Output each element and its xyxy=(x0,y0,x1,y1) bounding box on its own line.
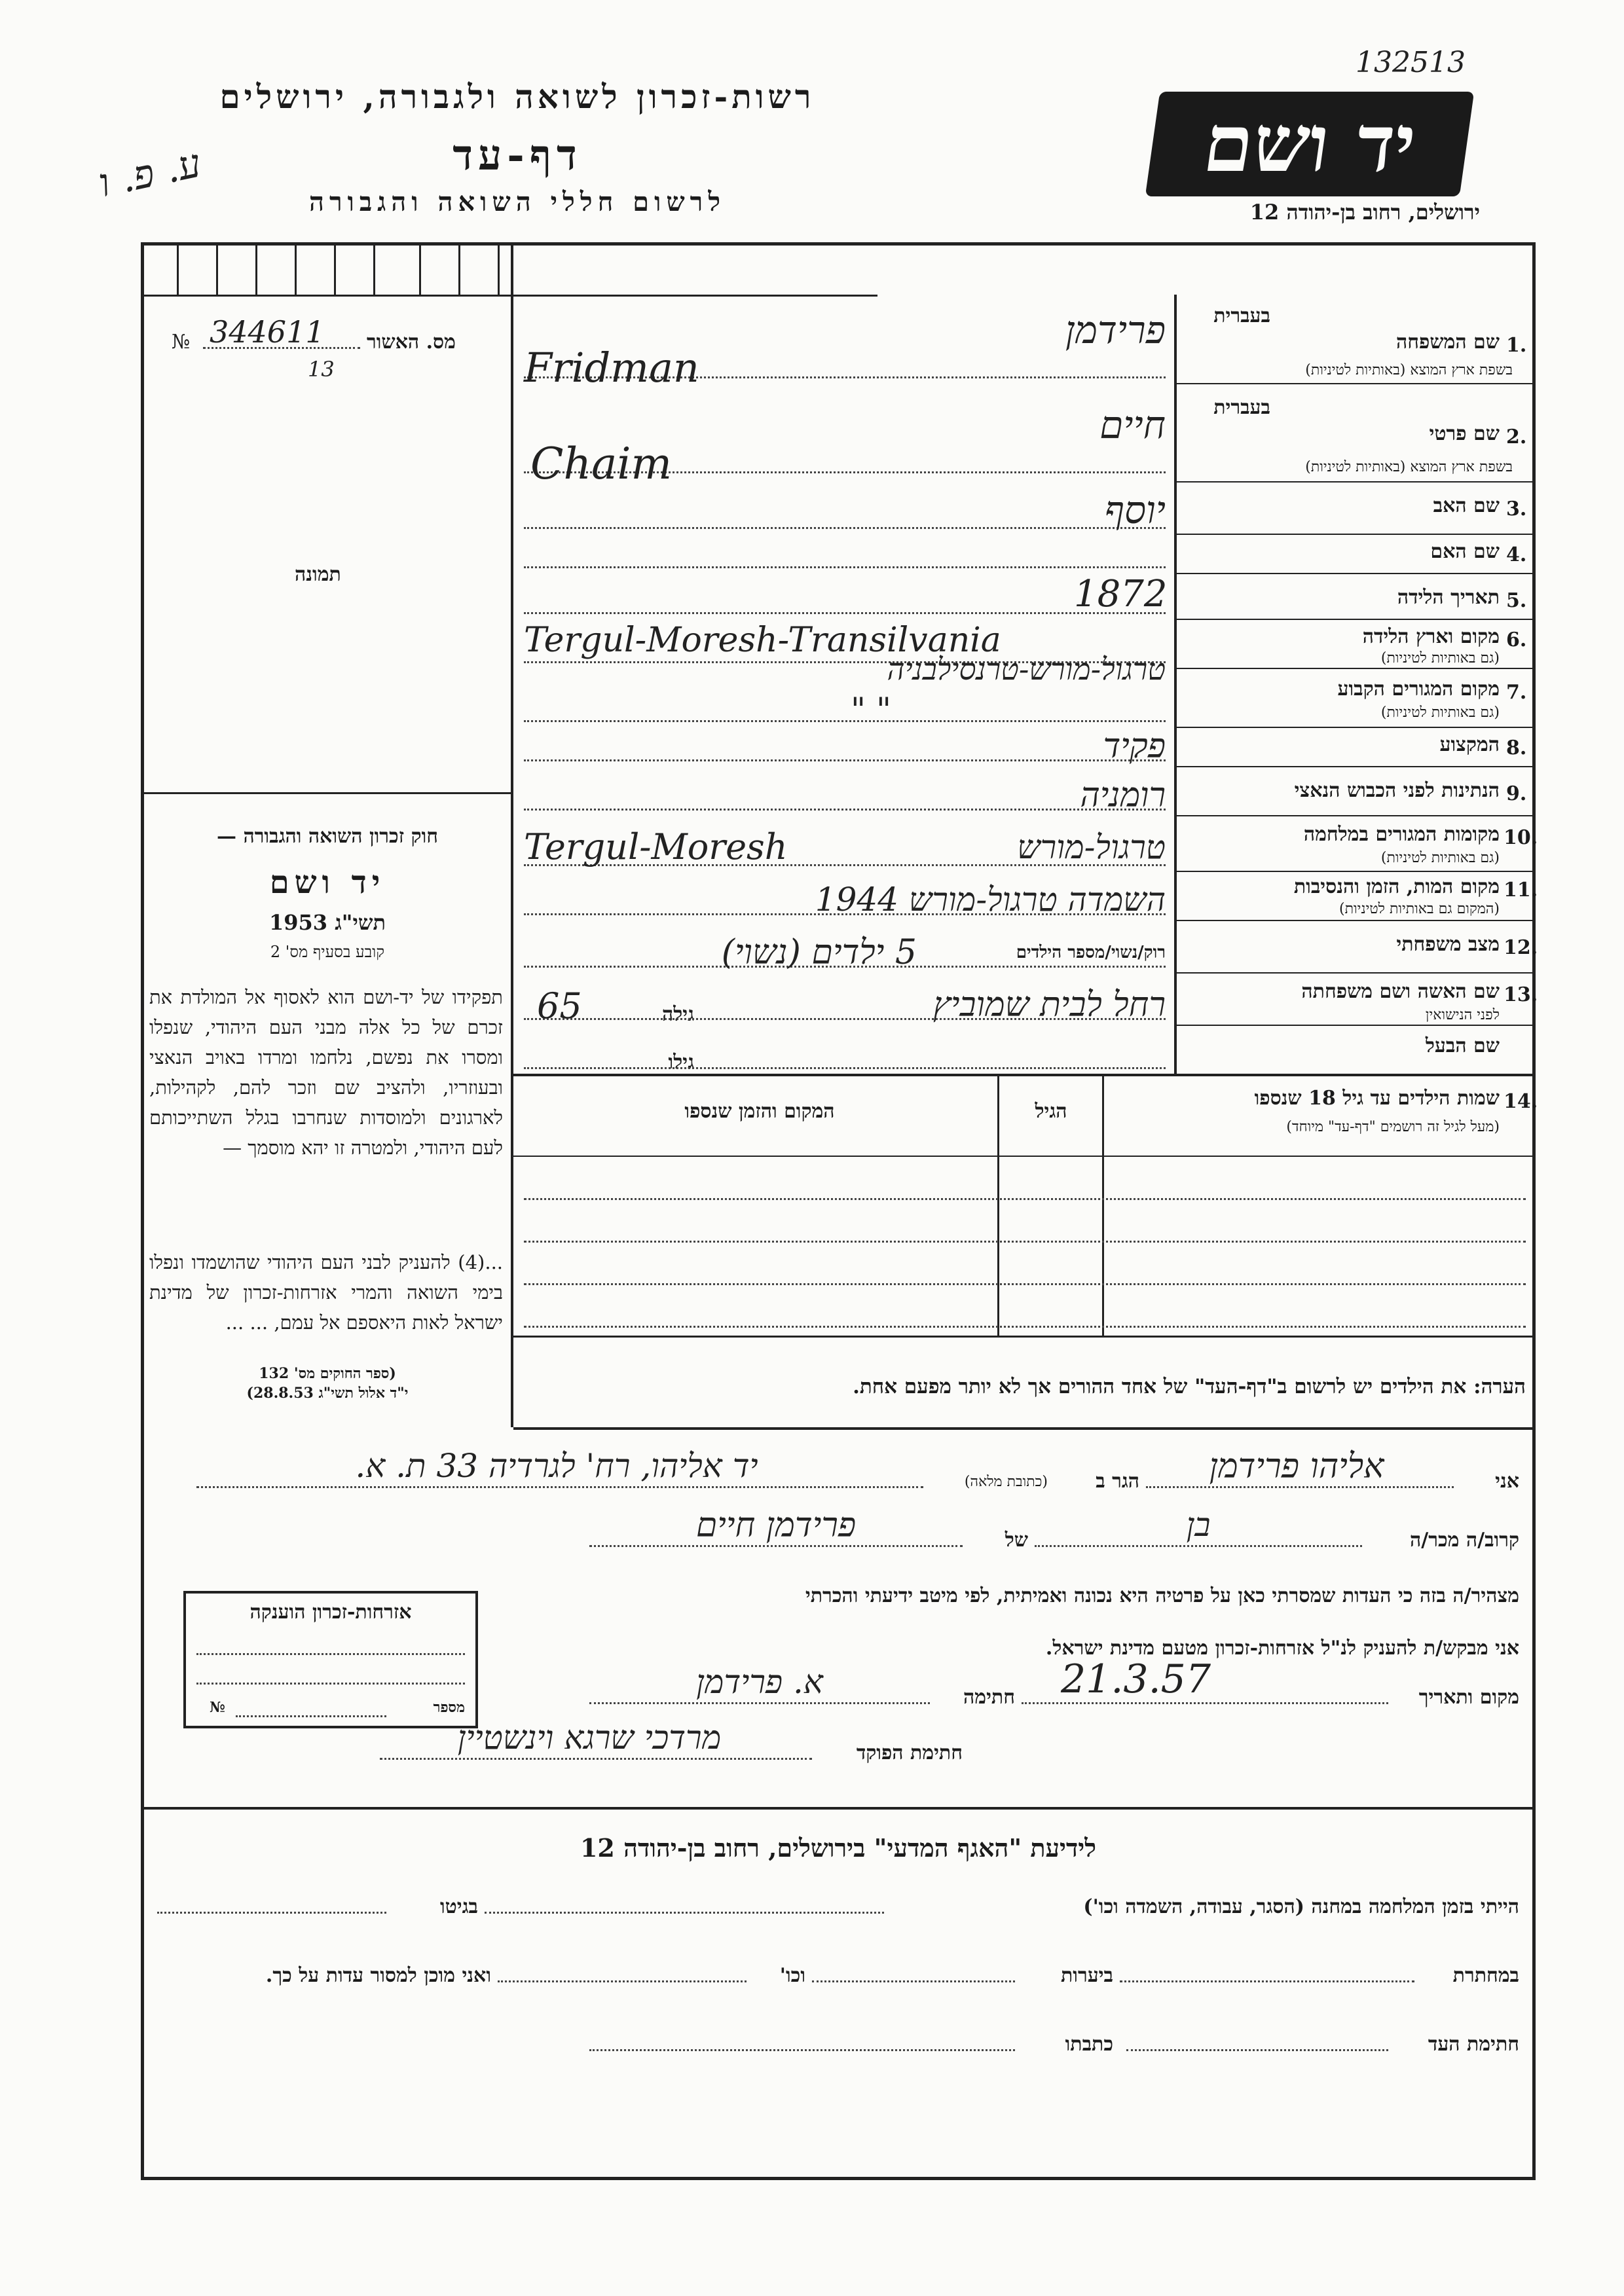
decl-lives: הגר ב xyxy=(1096,1470,1139,1493)
decl-line3: אני מבקש/ת להעניק לנ"ל אזרחות-זכרון מטעם מדינת ישראל. xyxy=(1045,1637,1519,1660)
margin-handwriting: ע. פ. ו xyxy=(94,140,205,207)
decl-address-label: (כתובת מלאה) xyxy=(964,1474,1048,1490)
value-father: יוסף xyxy=(1104,488,1166,532)
officer-signature-value: מרדכי שרגא וינשטיין xyxy=(457,1719,722,1757)
children-number: 14. xyxy=(1504,1090,1538,1113)
field-1-label: שם המשפחה xyxy=(1395,331,1500,354)
decl-name: אליהו פרידמן xyxy=(1209,1447,1384,1486)
field-7-number: 7. xyxy=(1506,681,1527,704)
field-2-hebrew-tag: בעברית xyxy=(1213,396,1270,419)
decl-address-value: יד אליהו, רח' לגרדיה 33 ת. א. xyxy=(355,1447,758,1485)
decl-place-date-label: מקום ותאריך xyxy=(1418,1686,1519,1709)
field-1-number: 1. xyxy=(1506,334,1527,357)
field-10-sub: (גם באותיות לטיניות) xyxy=(1380,850,1500,866)
value-death: השמדה טרגול-מורש 1944 xyxy=(815,881,1166,919)
value-nationality: רומניה xyxy=(1080,776,1166,815)
field-2-label: שם פרטי xyxy=(1429,422,1500,445)
field-13-sub: לפני הנישואין xyxy=(1425,1007,1500,1023)
decl-line2: מצהיר/ה בזה כי העדות שמסרתי כאן על פרטיה היא נכונה ואמיתית, לפי מיטב ידיעתי והכרתי xyxy=(805,1584,1519,1607)
children-sub: (מעל לגיל זה רושמים "דף-עד" מיוחד) xyxy=(1286,1119,1500,1135)
field-3-number: 3. xyxy=(1506,498,1527,520)
law-year: תשי"ג 1953 xyxy=(269,910,386,935)
decl-signature-value: א. פרידמן xyxy=(696,1663,823,1701)
field-13-label: שם האשה ושם משפחתה xyxy=(1301,980,1500,1003)
intel-row3-b: כתבתו xyxy=(1065,2033,1113,2056)
decl-i: אני xyxy=(1495,1470,1519,1493)
field-7-label: מקום המגורים הקבוע xyxy=(1337,678,1500,701)
decl-relation-value: בן xyxy=(1186,1506,1211,1544)
field-11-label: מקום המות, הזמן והנסיבות xyxy=(1293,875,1500,898)
registration-sub: 13 xyxy=(308,357,335,382)
field-2-number: 2. xyxy=(1506,426,1527,448)
field-12-number: 12. xyxy=(1504,936,1538,959)
decl-signature-label: חתימה xyxy=(963,1686,1015,1709)
field-12-extra: רוק/נשוי/מספר הילדים xyxy=(1016,943,1166,962)
husband-age-label: גילו xyxy=(668,1051,694,1074)
intel-row2-b: ביערות xyxy=(1060,1964,1113,1987)
law-heading: חוק זכרון השואה והגבורה — xyxy=(217,825,438,848)
field-4-label: שם האם xyxy=(1430,540,1500,563)
photo-label: תמונה xyxy=(295,563,341,586)
field-6-sub: (גם באותיות לטיניות) xyxy=(1380,650,1500,666)
decl-relation-label: קרוב/ה מכר/ה xyxy=(1410,1529,1519,1552)
field-13-extra: גילה xyxy=(661,1003,694,1026)
officer-signature-label: חתימת הפוקד xyxy=(856,1741,963,1764)
field-10-number: 10. xyxy=(1504,826,1538,849)
value-birthplace-hebrew: טרגול-מורש-טרנסילבניה xyxy=(887,651,1166,687)
intel-row2-d: ואני מוכן למסור עדות על כך. xyxy=(265,1964,491,1987)
decl-place-date-value: 21.3.57 xyxy=(1061,1656,1211,1702)
field-4-number: 4. xyxy=(1506,543,1527,566)
children-col-place: המקום והזמן שנספו xyxy=(684,1100,835,1123)
intel-row2-a: במחתרת xyxy=(1452,1964,1519,1987)
field-1-hebrew-tag: בעברית xyxy=(1213,304,1270,327)
value-surname-latin: Fridman xyxy=(524,344,699,392)
field-13-number: 13. xyxy=(1504,983,1538,1006)
value-surname-hebrew: פרידמן xyxy=(1065,308,1166,352)
intel-row2-c: וכו' xyxy=(779,1964,805,1987)
citizenship-no-symbol: № xyxy=(210,1699,225,1716)
value-residence: " " xyxy=(851,691,891,729)
law-body-1: תפקידו של יד-ושם הוא לאסוף אל המולדת את זכרם של כל אלה מבני העם היהודי, שנפלו ומסרו את נפשם, נלחמו ומרדו באויב הנאצי ובעוזריו, ולהציב שם וזכר להם, לקהילות, לארגונים ולמוסדות שנחרבו בגלל השתייכותם לעם היהודי, ולמטרה זו יהא מוסמך — xyxy=(149,986,503,1159)
field-1-sub: בשפת ארץ המוצא (באותיות לטיניות) xyxy=(1305,362,1513,378)
field-2-sub: בשפת ארץ המוצא (באותיות לטיניות) xyxy=(1305,459,1513,475)
field-10-label: מקומות המגורים במלחמה xyxy=(1303,823,1500,846)
stamp-number: 132513 xyxy=(1356,46,1466,79)
field-12-label: מצב משפחתי xyxy=(1396,933,1500,956)
field-11-number: 11. xyxy=(1504,879,1538,902)
field-8-label: המקצוע xyxy=(1439,733,1500,756)
decl-deceased: פרידמן חיים xyxy=(695,1506,857,1545)
registration-no-symbol: № xyxy=(172,331,191,354)
field-7-sub: (גם באותיות לטיניות) xyxy=(1380,704,1500,721)
value-birth-date: 1872 xyxy=(1074,573,1168,615)
field-5-label: תאריך הלידה xyxy=(1397,586,1500,609)
value-wife-name: רחל לבית שמוביץ xyxy=(932,985,1166,1025)
law-source: (ספר החוקים מס' 132 xyxy=(259,1365,396,1382)
form-subtitle: לרשום חללי השואה והגבורה xyxy=(308,187,726,217)
value-firstname-latin: Chaim xyxy=(530,439,673,489)
intel-row1-b: בגיטו xyxy=(439,1895,478,1918)
law-name: יד ושם xyxy=(269,864,386,901)
field-3-label: שם האב xyxy=(1433,494,1500,517)
intel-title: לידיעת "האגף המדעי" בירושלים, רחוב בן-יהודה 12 xyxy=(580,1833,1097,1863)
address: ירושלים, רחוב בן-יהודה 12 xyxy=(1249,200,1480,225)
value-wartime-residence-hebrew: טרגול-מורש xyxy=(1017,828,1166,866)
husband-label: שם הבעל xyxy=(1425,1034,1500,1057)
value-wartime-residence-latin: Tergul-Moresh xyxy=(524,826,788,867)
children-col-age: הגיל xyxy=(1035,1100,1067,1123)
registration-number: 344611 xyxy=(210,314,325,350)
children-label: שמות הילדים עד גיל 18 שנספו xyxy=(1254,1087,1500,1110)
field-5-number: 5. xyxy=(1506,589,1527,612)
decl-of: של xyxy=(1005,1529,1028,1552)
citizenship-title: אזרחות-זכרון הוענקה xyxy=(249,1601,412,1624)
value-profession: פקיד xyxy=(1103,727,1166,766)
value-birthplace-latin: Tergul-Moresh-Transilvania xyxy=(524,621,1001,660)
law-body-2: ...(4) להעניק לבני העם היהודי שהושמדו ונפלו בימי השואה והמרי אזרחות-זכרון של מדינת ישראל לאות היאספם אל עמם, ... ... xyxy=(149,1251,503,1334)
yad-vashem-logo: יד ושם xyxy=(1145,92,1474,196)
field-8-number: 8. xyxy=(1506,737,1527,759)
field-6-label: מקום וארץ הלידה xyxy=(1362,625,1500,648)
value-wife-age: 65 xyxy=(537,985,582,1027)
note: הערה: את הילדים יש לרשום ב"דף-העד" של אחד ההורים אך לא יותר מפעם אחת. xyxy=(853,1375,1526,1398)
field-9-label: הנתינות לפני הכבוש הנאצי xyxy=(1294,779,1500,802)
registration-label: מס. האשור xyxy=(367,331,456,354)
authority-title: רשות-זכרון לשואה ולגבורה, ירושלים xyxy=(219,77,815,116)
field-9-number: 9. xyxy=(1506,782,1527,805)
value-firstname-hebrew: חיים xyxy=(1099,403,1166,447)
intel-row3-a: חתימת העד xyxy=(1428,2033,1519,2056)
law-clause: קובע בסעיף מס' 2 xyxy=(270,943,385,961)
field-6-number: 6. xyxy=(1506,629,1527,651)
form-title: דף-עד xyxy=(452,131,582,180)
value-marital: 5 ילדים (נשוי) xyxy=(721,933,917,972)
law-source-date: י"ד אלול תשי"ג 28.8.53) xyxy=(246,1385,409,1402)
intel-row1-a: הייתי בזמן המלחמה במחנה (הסגר, עבודה, השמדה וכו') xyxy=(1083,1895,1519,1918)
form-frame xyxy=(141,242,1536,2180)
citizenship-number-label: מספר xyxy=(433,1699,465,1716)
field-11-sub: (המקום גם באותיות לטיניות) xyxy=(1339,901,1500,917)
